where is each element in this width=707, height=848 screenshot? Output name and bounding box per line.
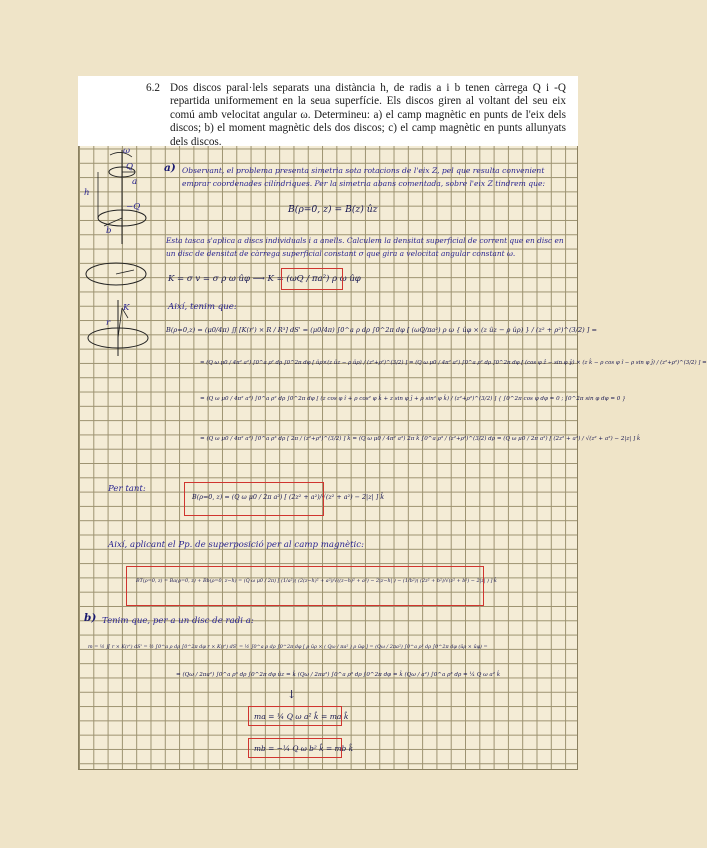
ma-result-box xyxy=(248,706,342,726)
part-b-intro: Tenim que, per a un disc de radi a: xyxy=(102,616,254,626)
per-tant-text: Per tant: xyxy=(108,484,146,494)
superposition-text: Així, aplicant el Pp. de superposició per al camp magnètic: xyxy=(108,540,365,550)
radius-b-label: b xyxy=(106,226,112,236)
disc-vector-figure xyxy=(82,298,154,358)
omega-label: ω xyxy=(123,146,131,156)
problem-number: 6.2 xyxy=(146,82,160,94)
eq-ma: ma = ¼ Q ω a² k̂ = ma k̂ xyxy=(254,712,349,721)
distance-h-label: h xyxy=(84,188,90,198)
eq-result-a: B(ρ=0, z) = (Q ω μ0 / 2π a²) [ (2z² + a²)/√(z² + a²) − 2|z| ] k̂ xyxy=(192,493,385,501)
eq-m1: m = ½ ∬ r × K(r') dS' = ½ ∫0^a ρ dρ ∫0^2π dφ r × K(r') dS' = ½ ∫0^a ρ dρ ∫0^2π dφ [ ρ ûρ × ( Qω / πa² ) ρ ûφ ] = (Qω / 2πa²) ∫0^a ρ³ dρ ∫0^2π dφ (ûρ × ûφ) = xyxy=(88,644,488,650)
method-text: Esta tasca s'aplica a discs individuals i a anells. Calculem la densitat superficial de corrent que en disc en un disc de densitat de càrrega superficial constant σ que gira a velocitat angular constant ω. xyxy=(166,236,564,258)
eq-b4: = (Q ω μ0 / 4π² a²) ∫0^a ρ³ dρ [ 2π / (z²+ρ²)^(3/2) ] k̂ = (Q ω μ0 / 4π² a²) 2π k̂ ∫0^a ρ³ / (z²+ρ²)^(3/2) dρ = (Q ω μ0 / 2π a²) [ (2z² + a²) / √(z² + a²) − 2|z| ] k̂ xyxy=(200,436,641,442)
part-a-label: a) xyxy=(164,162,176,174)
two-discs-figure xyxy=(80,148,162,246)
result-a-box xyxy=(184,482,324,516)
disc-current-figure xyxy=(82,258,152,290)
eq-k: K = σ v = σ ρ ω ûφ ⟶ K = (ωQ / πa²) ρ ω ûφ xyxy=(168,274,361,284)
radius-a-label: a xyxy=(132,177,138,187)
problem-text: Dos discos paral·lels separats una distància h, de radis a i b tenen càrrega Q i -Q repartida uniformement en la seua superfície. Els discos giren al voltant del seu eix comú amb velocitat angular ω. Determineu: a) el camp magnètic en punts de l'eix dels discos; b) el moment magnètic dels dos discos; c) el camp magnètic en punts allunyats dels discos. xyxy=(170,82,566,148)
intro-text: Observant, el problema presenta simetria sota rotacions de l'eix Z, pel que resulta convenient emprar coordenades cilíndriques. Per la simetria abans comentada, sobre l'eix Z tindrem que: xyxy=(182,166,546,188)
vector-r-label: r xyxy=(106,318,111,328)
eq-mb: mb = −¼ Q ω b² k̂ = mb k̂ xyxy=(254,744,354,753)
mb-result-box xyxy=(248,738,342,758)
charge-minus-q-label: −Q xyxy=(126,202,141,212)
charge-q-label: Q xyxy=(126,162,134,172)
arrow-down: ↓ xyxy=(287,688,297,701)
eq-b3: = (Q ω μ0 / 4π² a²) ∫0^a ρ² dρ ∫0^2π dφ [ (z cos φ î + ρ cos² φ k̂ + z sin φ ĵ + ρ sin² φ k̂) / (z²+ρ²)^(3/2) ] { ∫0^2π cos φ dφ = 0 ; ∫0^2π sin φ dφ = 0 } xyxy=(200,396,626,402)
eq-b2: = (Q ω μ0 / 4π² a²) ∫0^a ρ² dρ ∫0^2π dφ [ ûρ×(z ûz − ρ ûρ) / (z²+ρ²)^(3/2) ] = (Q ω μ0 / 4π² a²) ∫0^a ρ² dρ ∫0^2π dφ [ (cos φ ẑ − sin φ ŷ) × (z k̂ − ρ cos φ î − ρ sin φ ĵ) / (z²+ρ²)^(3/2) ] = xyxy=(200,360,707,366)
eq-total: BT(ρ=0, z) = Ba(ρ=0, z) + Bb(ρ=0, z−h) = (Q ω μ0 / 2π) [ (1/a²)( (2(z−h)² + a²)/√((z−h)² + a²) − 2|z−h| ) − (1/b²)( (2z² + b²)/√(z² + b²) − 2|z| ) ] k̂ xyxy=(136,578,497,584)
part-b-label: b) xyxy=(84,612,97,624)
vector-k-label: K xyxy=(123,303,130,313)
eq-b1: B(ρ=0,z) = (μ0/4π) ∬ [K(r') × R / R³] dS' = (μ0/4π) ∫0^a ρ dρ ∫0^2π dφ [ (ωQ/πa²) ρ ω { ûφ × (z ûz − ρ ûρ) } / (z² + ρ²)^(3/2) ] = xyxy=(166,326,597,334)
k-result-box xyxy=(281,268,343,290)
eq-m2: = (Qω / 2πa²) ∫0^a ρ³ dρ ∫0^2π dφ ûz = k̂ (Qω / 2πa²) ∫0^a ρ³ dρ ∫0^2π dφ = k̂ (Qω / a²) ∫0^a ρ³ dρ = ¼ Q ω a² k̂ xyxy=(176,672,501,678)
problem-statement xyxy=(78,76,578,146)
thus-text: Així, tenim que: xyxy=(168,302,237,312)
total-field-box xyxy=(126,566,484,606)
eq-symmetry: B(ρ=0, z) = B(z) ûz xyxy=(288,204,378,215)
